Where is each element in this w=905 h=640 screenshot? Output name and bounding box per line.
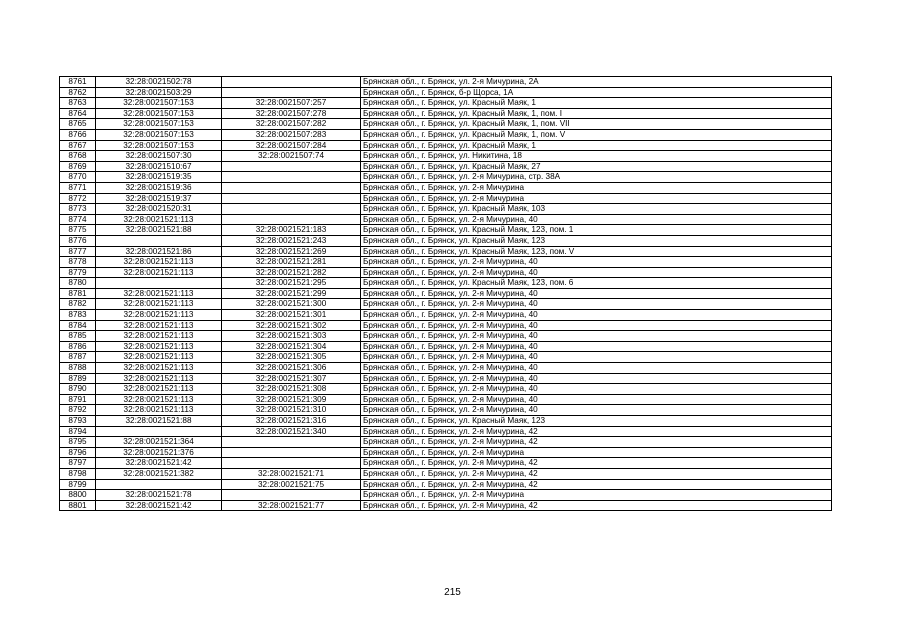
address-cell: Брянская обл., г. Брянск, ул. 2-я Мичурина, 42 bbox=[361, 437, 832, 448]
address-cell: Брянская обл., г. Брянск, ул. Красный Маяк, 123 bbox=[361, 235, 832, 246]
parcel-cadastral-number-cell: 32:28:0021521:113 bbox=[96, 384, 222, 395]
object-cadastral-number-cell: 32:28:0021507:278 bbox=[222, 108, 361, 119]
row-number-cell: 8782 bbox=[60, 299, 96, 310]
table-row bbox=[60, 151, 832, 162]
table-row bbox=[60, 193, 832, 204]
parcel-cadastral-number-cell: 32:28:0021521:113 bbox=[96, 363, 222, 374]
address-cell: Брянская обл., г. Брянск, ул. 2-я Мичурина, 40 bbox=[361, 320, 832, 331]
row-number-cell: 8770 bbox=[60, 172, 96, 183]
table-row bbox=[60, 394, 832, 405]
object-cadastral-number-cell: 32:28:0021521:305 bbox=[222, 352, 361, 363]
table-row bbox=[60, 288, 832, 299]
object-cadastral-number-cell bbox=[222, 87, 361, 98]
address-cell: Брянская обл., г. Брянск, ул. Красный Маяк, 1 bbox=[361, 98, 832, 109]
table-row bbox=[60, 416, 832, 427]
parcel-cadastral-number-cell: 32:28:0021521:376 bbox=[96, 447, 222, 458]
parcel-cadastral-number-cell: 32:28:0021521:86 bbox=[96, 246, 222, 257]
table-row bbox=[60, 98, 832, 109]
address-cell: Брянская обл., г. Брянск, ул. 2-я Мичурина, 42 bbox=[361, 500, 832, 511]
table-row bbox=[60, 299, 832, 310]
parcel-cadastral-number-cell: 32:28:0021510:67 bbox=[96, 161, 222, 172]
address-cell: Брянская обл., г. Брянск, ул. 2-я Мичурина, 42 bbox=[361, 468, 832, 479]
row-number-cell: 8768 bbox=[60, 151, 96, 162]
parcel-cadastral-number-cell: 32:28:0021502:78 bbox=[96, 77, 222, 88]
parcel-cadastral-number-cell: 32:28:0021507:153 bbox=[96, 98, 222, 109]
table-row bbox=[60, 204, 832, 215]
address-cell: Брянская обл., г. Брянск, ул. Красный Маяк, 1 bbox=[361, 140, 832, 151]
address-cell: Брянская обл., г. Брянск, ул. 2-я Мичурина, стр. 38А bbox=[361, 172, 832, 183]
parcel-cadastral-number-cell bbox=[96, 278, 222, 289]
row-number-cell: 8772 bbox=[60, 193, 96, 204]
object-cadastral-number-cell: 32:28:0021521:302 bbox=[222, 320, 361, 331]
object-cadastral-number-cell: 32:28:0021521:282 bbox=[222, 267, 361, 278]
object-cadastral-number-cell: 32:28:0021507:283 bbox=[222, 129, 361, 140]
object-cadastral-number-cell: 32:28:0021521:183 bbox=[222, 225, 361, 236]
address-cell: Брянская обл., г. Брянск, ул. 2-я Мичурина, 40 bbox=[361, 267, 832, 278]
address-cell: Брянская обл., г. Брянск, ул. 2-я Мичурина, 42 bbox=[361, 458, 832, 469]
row-number-cell: 8799 bbox=[60, 479, 96, 490]
address-cell: Брянская обл., г. Брянск, ул. 2-я Мичурина, 40 bbox=[361, 310, 832, 321]
address-cell: Брянская обл., г. Брянск, ул. 2-я Мичурина, 40 bbox=[361, 331, 832, 342]
address-cell: Брянская обл., г. Брянск, ул. 2-я Мичурина, 40 bbox=[361, 384, 832, 395]
row-number-cell: 8794 bbox=[60, 426, 96, 437]
address-cell: Брянская обл., г. Брянск, ул. 2-я Мичурина, 40 bbox=[361, 352, 832, 363]
address-cell: Брянская обл., г. Брянск, ул. Красный Маяк, 1, пом. I bbox=[361, 108, 832, 119]
row-number-cell: 8787 bbox=[60, 352, 96, 363]
row-number-cell: 8784 bbox=[60, 320, 96, 331]
parcel-cadastral-number-cell: 32:28:0021521:42 bbox=[96, 458, 222, 469]
table-row bbox=[60, 500, 832, 511]
object-cadastral-number-cell: 32:28:0021507:284 bbox=[222, 140, 361, 151]
parcel-cadastral-number-cell: 32:28:0021521:113 bbox=[96, 341, 222, 352]
address-cell: Брянская обл., г. Брянск, ул. 2-я Мичурина, 40 bbox=[361, 341, 832, 352]
object-cadastral-number-cell: 32:28:0021521:301 bbox=[222, 310, 361, 321]
address-cell: Брянская обл., г. Брянск, ул. 2-я Мичурина bbox=[361, 182, 832, 193]
object-cadastral-number-cell bbox=[222, 77, 361, 88]
object-cadastral-number-cell: 32:28:0021521:281 bbox=[222, 257, 361, 268]
row-number-cell: 8780 bbox=[60, 278, 96, 289]
parcel-cadastral-number-cell: 32:28:0021521:113 bbox=[96, 267, 222, 278]
parcel-cadastral-number-cell: 32:28:0021520:31 bbox=[96, 204, 222, 215]
address-cell: Брянская обл., г. Брянск, ул. 2-я Мичурина, 40 bbox=[361, 214, 832, 225]
parcel-cadastral-number-cell: 32:28:0021521:113 bbox=[96, 352, 222, 363]
address-cell: Брянская обл., г. Брянск, ул. Красный Маяк, 123, пом. V bbox=[361, 246, 832, 257]
address-cell: Брянская обл., г. Брянск, ул. Красный Маяк, 103 bbox=[361, 204, 832, 215]
parcel-cadastral-number-cell: 32:28:0021521:113 bbox=[96, 405, 222, 416]
parcel-cadastral-number-cell: 32:28:0021521:113 bbox=[96, 299, 222, 310]
row-number-cell: 8800 bbox=[60, 490, 96, 501]
address-cell: Брянская обл., г. Брянск, ул. 2-я Мичурина, 2А bbox=[361, 77, 832, 88]
row-number-cell: 8796 bbox=[60, 447, 96, 458]
table-row bbox=[60, 108, 832, 119]
parcel-cadastral-number-cell: 32:28:0021521:113 bbox=[96, 257, 222, 268]
row-number-cell: 8797 bbox=[60, 458, 96, 469]
row-number-cell: 8786 bbox=[60, 341, 96, 352]
parcel-cadastral-number-cell bbox=[96, 426, 222, 437]
address-cell: Брянская обл., г. Брянск, ул. Красный Маяк, 123 bbox=[361, 416, 832, 427]
row-number-cell: 8771 bbox=[60, 182, 96, 193]
object-cadastral-number-cell bbox=[222, 204, 361, 215]
row-number-cell: 8791 bbox=[60, 394, 96, 405]
row-number-cell: 8798 bbox=[60, 468, 96, 479]
row-number-cell: 8764 bbox=[60, 108, 96, 119]
row-number-cell: 8779 bbox=[60, 267, 96, 278]
parcel-cadastral-number-cell: 32:28:0021521:113 bbox=[96, 320, 222, 331]
table-row bbox=[60, 363, 832, 374]
table-row bbox=[60, 172, 832, 183]
parcel-cadastral-number-cell: 32:28:0021521:113 bbox=[96, 394, 222, 405]
row-number-cell: 8774 bbox=[60, 214, 96, 225]
parcel-cadastral-number-cell: 32:28:0021507:153 bbox=[96, 108, 222, 119]
table-row bbox=[60, 352, 832, 363]
parcel-cadastral-number-cell: 32:28:0021521:364 bbox=[96, 437, 222, 448]
table-row bbox=[60, 320, 832, 331]
object-cadastral-number-cell bbox=[222, 193, 361, 204]
table-row bbox=[60, 267, 832, 278]
address-cell: Брянская обл., г. Брянск, ул. 2-я Мичурина bbox=[361, 490, 832, 501]
address-cell: Брянская обл., г. Брянск, ул. 2-я Мичурина, 40 bbox=[361, 257, 832, 268]
address-cell: Брянская обл., г. Брянск, ул. Красный Маяк, 1, пом. V bbox=[361, 129, 832, 140]
object-cadastral-number-cell: 32:28:0021521:300 bbox=[222, 299, 361, 310]
parcel-cadastral-number-cell bbox=[96, 235, 222, 246]
object-cadastral-number-cell bbox=[222, 161, 361, 172]
object-cadastral-number-cell: 32:28:0021507:282 bbox=[222, 119, 361, 130]
address-cell: Брянская обл., г. Брянск, ул. 2-я Мичурина, 40 bbox=[361, 405, 832, 416]
row-number-cell: 8781 bbox=[60, 288, 96, 299]
table-row bbox=[60, 182, 832, 193]
parcel-cadastral-number-cell: 32:28:0021507:153 bbox=[96, 140, 222, 151]
table-row bbox=[60, 214, 832, 225]
registry-table-body bbox=[60, 77, 832, 511]
object-cadastral-number-cell: 32:28:0021507:257 bbox=[222, 98, 361, 109]
address-cell: Брянская обл., г. Брянск, ул. Красный Маяк, 123, пом. 6 bbox=[361, 278, 832, 289]
table-row bbox=[60, 437, 832, 448]
row-number-cell: 8776 bbox=[60, 235, 96, 246]
table-row bbox=[60, 87, 832, 98]
table-row bbox=[60, 468, 832, 479]
object-cadastral-number-cell: 32:28:0021521:243 bbox=[222, 235, 361, 246]
row-number-cell: 8778 bbox=[60, 257, 96, 268]
table-row bbox=[60, 384, 832, 395]
table-row bbox=[60, 310, 832, 321]
parcel-cadastral-number-cell: 32:28:0021503:29 bbox=[96, 87, 222, 98]
table-row bbox=[60, 405, 832, 416]
address-cell: Брянская обл., г. Брянск, ул. Красный Маяк, 1, пом. VII bbox=[361, 119, 832, 130]
table-row bbox=[60, 161, 832, 172]
row-number-cell: 8792 bbox=[60, 405, 96, 416]
table-row bbox=[60, 490, 832, 501]
parcel-cadastral-number-cell: 32:28:0021521:113 bbox=[96, 310, 222, 321]
object-cadastral-number-cell: 32:28:0021521:307 bbox=[222, 373, 361, 384]
row-number-cell: 8763 bbox=[60, 98, 96, 109]
table-row bbox=[60, 235, 832, 246]
registry-table bbox=[59, 76, 832, 511]
address-cell: Брянская обл., г. Брянск, ул. 2-я Мичурина, 42 bbox=[361, 426, 832, 437]
address-cell: Брянская обл., г. Брянск, ул. 2-я Мичурина, 40 bbox=[361, 288, 832, 299]
object-cadastral-number-cell: 32:28:0021521:308 bbox=[222, 384, 361, 395]
object-cadastral-number-cell: 32:28:0021521:316 bbox=[222, 416, 361, 427]
table-row bbox=[60, 140, 832, 151]
row-number-cell: 8766 bbox=[60, 129, 96, 140]
row-number-cell: 8769 bbox=[60, 161, 96, 172]
address-cell: Брянская обл., г. Брянск, ул. 2-я Мичурина, 40 bbox=[361, 299, 832, 310]
object-cadastral-number-cell bbox=[222, 447, 361, 458]
row-number-cell: 8775 bbox=[60, 225, 96, 236]
row-number-cell: 8773 bbox=[60, 204, 96, 215]
parcel-cadastral-number-cell: 32:28:0021521:382 bbox=[96, 468, 222, 479]
row-number-cell: 8765 bbox=[60, 119, 96, 130]
parcel-cadastral-number-cell: 32:28:0021521:113 bbox=[96, 288, 222, 299]
table-row bbox=[60, 77, 832, 88]
parcel-cadastral-number-cell: 32:28:0021519:37 bbox=[96, 193, 222, 204]
row-number-cell: 8801 bbox=[60, 500, 96, 511]
object-cadastral-number-cell: 32:28:0021521:303 bbox=[222, 331, 361, 342]
row-number-cell: 8788 bbox=[60, 363, 96, 374]
address-cell: Брянская обл., г. Брянск, ул. 2-я Мичурина, 40 bbox=[361, 363, 832, 374]
object-cadastral-number-cell: 32:28:0021521:310 bbox=[222, 405, 361, 416]
table-row bbox=[60, 373, 832, 384]
object-cadastral-number-cell: 32:28:0021521:295 bbox=[222, 278, 361, 289]
parcel-cadastral-number-cell: 32:28:0021521:113 bbox=[96, 373, 222, 384]
object-cadastral-number-cell: 32:28:0021521:306 bbox=[222, 363, 361, 374]
table-row bbox=[60, 278, 832, 289]
parcel-cadastral-number-cell: 32:28:0021519:36 bbox=[96, 182, 222, 193]
table-row bbox=[60, 479, 832, 490]
object-cadastral-number-cell: 32:28:0021521:340 bbox=[222, 426, 361, 437]
row-number-cell: 8789 bbox=[60, 373, 96, 384]
address-cell: Брянская обл., г. Брянск, ул. Красный Маяк, 123, пом. 1 bbox=[361, 225, 832, 236]
address-cell: Брянская обл., г. Брянск, ул. 2-я Мичурина, 42 bbox=[361, 479, 832, 490]
address-cell: Брянская обл., г. Брянск, ул. 2-я Мичурина, 40 bbox=[361, 373, 832, 384]
parcel-cadastral-number-cell: 32:28:0021521:88 bbox=[96, 416, 222, 427]
row-number-cell: 8777 bbox=[60, 246, 96, 257]
address-cell: Брянская обл., г. Брянск, б-р Щорса, 1А bbox=[361, 87, 832, 98]
table-row bbox=[60, 129, 832, 140]
parcel-cadastral-number-cell: 32:28:0021507:153 bbox=[96, 119, 222, 130]
row-number-cell: 8762 bbox=[60, 87, 96, 98]
address-cell: Брянская обл., г. Брянск, ул. 2-я Мичурина bbox=[361, 447, 832, 458]
parcel-cadastral-number-cell bbox=[96, 479, 222, 490]
object-cadastral-number-cell: 32:28:0021521:71 bbox=[222, 468, 361, 479]
row-number-cell: 8793 bbox=[60, 416, 96, 427]
parcel-cadastral-number-cell: 32:28:0021521:113 bbox=[96, 214, 222, 225]
object-cadastral-number-cell bbox=[222, 458, 361, 469]
parcel-cadastral-number-cell: 32:28:0021521:88 bbox=[96, 225, 222, 236]
table-row bbox=[60, 331, 832, 342]
row-number-cell: 8767 bbox=[60, 140, 96, 151]
object-cadastral-number-cell bbox=[222, 172, 361, 183]
object-cadastral-number-cell: 32:28:0021521:309 bbox=[222, 394, 361, 405]
table-row bbox=[60, 447, 832, 458]
parcel-cadastral-number-cell: 32:28:0021521:78 bbox=[96, 490, 222, 501]
page-number: 215 bbox=[444, 587, 461, 598]
row-number-cell: 8761 bbox=[60, 77, 96, 88]
address-cell: Брянская обл., г. Брянск, ул. Красный Маяк, 27 bbox=[361, 161, 832, 172]
table-row bbox=[60, 458, 832, 469]
object-cadastral-number-cell: 32:28:0021521:299 bbox=[222, 288, 361, 299]
address-cell: Брянская обл., г. Брянск, ул. Никитина, 18 bbox=[361, 151, 832, 162]
table-row bbox=[60, 119, 832, 130]
object-cadastral-number-cell bbox=[222, 490, 361, 501]
table-row bbox=[60, 246, 832, 257]
object-cadastral-number-cell: 32:28:0021521:75 bbox=[222, 479, 361, 490]
row-number-cell: 8795 bbox=[60, 437, 96, 448]
object-cadastral-number-cell bbox=[222, 182, 361, 193]
address-cell: Брянская обл., г. Брянск, ул. 2-я Мичурина bbox=[361, 193, 832, 204]
parcel-cadastral-number-cell: 32:28:0021507:30 bbox=[96, 151, 222, 162]
parcel-cadastral-number-cell: 32:28:0021519:35 bbox=[96, 172, 222, 183]
row-number-cell: 8785 bbox=[60, 331, 96, 342]
row-number-cell: 8783 bbox=[60, 310, 96, 321]
table-row bbox=[60, 257, 832, 268]
object-cadastral-number-cell bbox=[222, 437, 361, 448]
parcel-cadastral-number-cell: 32:28:0021521:113 bbox=[96, 331, 222, 342]
row-number-cell: 8790 bbox=[60, 384, 96, 395]
object-cadastral-number-cell: 32:28:0021521:269 bbox=[222, 246, 361, 257]
table-row bbox=[60, 426, 832, 437]
object-cadastral-number-cell: 32:28:0021521:304 bbox=[222, 341, 361, 352]
address-cell: Брянская обл., г. Брянск, ул. 2-я Мичурина, 40 bbox=[361, 394, 832, 405]
parcel-cadastral-number-cell: 32:28:0021507:153 bbox=[96, 129, 222, 140]
table-row bbox=[60, 341, 832, 352]
object-cadastral-number-cell: 32:28:0021507:74 bbox=[222, 151, 361, 162]
object-cadastral-number-cell: 32:28:0021521:77 bbox=[222, 500, 361, 511]
parcel-cadastral-number-cell: 32:28:0021521:42 bbox=[96, 500, 222, 511]
object-cadastral-number-cell bbox=[222, 214, 361, 225]
table-row bbox=[60, 225, 832, 236]
